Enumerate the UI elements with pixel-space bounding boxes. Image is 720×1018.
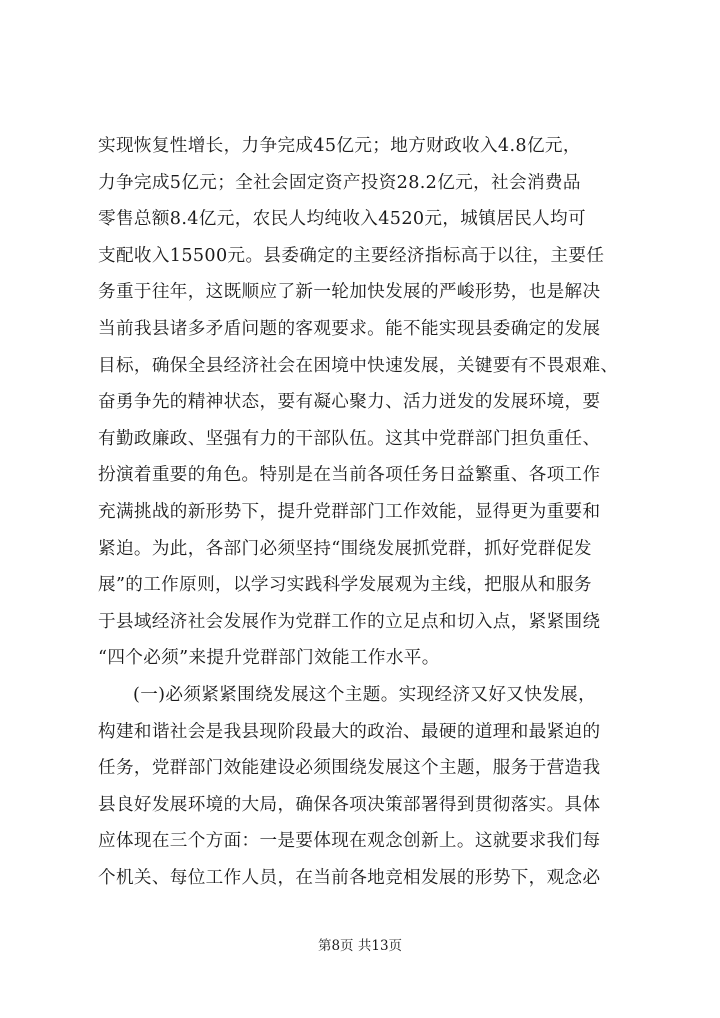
text-line: 当前我县诸多矛盾问题的客观要求。能不能实现县委确定的发展 — [98, 318, 601, 339]
text-line: 力争完成5亿元；全社会固定资产投资28.2亿元，社会消费品 — [98, 172, 581, 193]
text-line: “四个必须”来提升党群部门效能工作水平。 — [98, 648, 440, 669]
text-line: 应体现在三个方面：一是要体现在观念创新上。这就要求我们每 — [98, 831, 601, 852]
text-line: 目标，确保全县经济社会在困境中快速发展，关键要有不畏艰难、 — [98, 355, 619, 376]
text-line: 任务，党群部门效能建设必须围绕发展这个主题，服务于营造我 — [98, 758, 601, 779]
page-number-footer: 第8页 共13页 — [317, 938, 403, 954]
text-line: 展”的工作原则，以学习实践科学发展观为主线，把服从和服务 — [98, 575, 592, 596]
text-line: 县良好发展环境的大局，确保各项决策部署得到贯彻落实。具体 — [98, 794, 601, 815]
text-line: 于县域经济社会发展作为党群工作的立足点和切入点，紧紧围绕 — [98, 611, 601, 632]
text-line: 支配收入15500元。县委确定的主要经济指标高于以往，主要任 — [98, 245, 605, 266]
text-line: 有勤政廉政、坚强有力的干部队伍。这其中党群部门担负重任、 — [98, 428, 601, 449]
text-line: 实现恢复性增长，力争完成45亿元；地方财政收入4.8亿元， — [98, 136, 581, 156]
text-line: 个机关、每位工作人员，在当前各地竞相发展的形势下，观念必 — [98, 867, 601, 888]
text-line: 零售总额8.4亿元，农民人均纯收入4520元，城镇居民人均可 — [98, 209, 586, 230]
section-heading-line: (一)必须紧紧围绕发展这个主题。实现经济又好又快发展， — [133, 684, 597, 705]
text-line: 充满挑战的新形势下，提升党群部门工作效能，显得更为重要和 — [98, 501, 601, 522]
text-line: 构建和谐社会是我县现阶段最大的政治、最硬的道理和最紧迫的 — [98, 721, 601, 742]
text-line: 奋勇争先的精神状态，要有凝心聚力、活力迸发的发展环境，要 — [98, 392, 601, 413]
text-line: 务重于往年，这既顺应了新一轮加快发展的严峻形势，也是解决 — [98, 282, 601, 303]
text-line: 扮演着重要的角色。特别是在当前各项任务日益繁重、各项工作 — [98, 465, 601, 486]
text-line: 紧迫。为此，各部门必须坚持“围绕发展抓党群，抓好党群促发 — [98, 538, 592, 559]
document-body — [98, 128, 628, 896]
